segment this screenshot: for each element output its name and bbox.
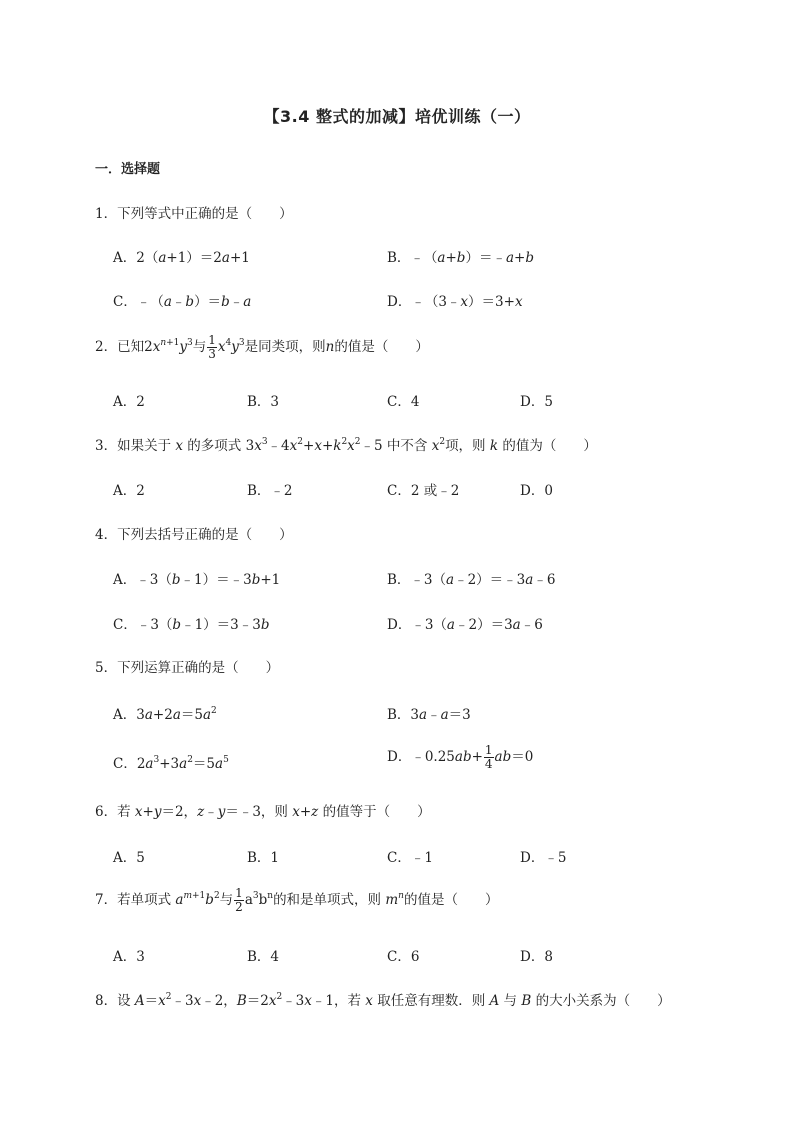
q3-option-d: D．0 — [520, 483, 553, 499]
q2-option-b: B．3 — [247, 394, 280, 410]
q7-option-a: A．3 — [113, 949, 145, 965]
q5-option-b: B．3a﹣a＝3 — [387, 707, 471, 723]
q7-option-b: B．4 — [247, 949, 280, 965]
q6-option-c: C．﹣1 — [387, 850, 433, 866]
q3-option-c: C．2 或﹣2 — [387, 483, 460, 499]
question-7: 7．若单项式 $a^{m+1}b^2$与 $\frac{1}{2}$ $a^3b^n$的和是单项式，则 $m^n$的值是（ ） — [95, 886, 499, 914]
q6-option-d: D．﹣5 — [520, 850, 567, 866]
q3-option-a: A．2 — [113, 483, 145, 499]
q2-option-a: A．2 — [113, 394, 145, 410]
q1-option-b: B．﹣（a+b）＝﹣a+b — [387, 250, 534, 266]
section-heading: 一．选择题 — [95, 162, 161, 177]
q1-option-d: D．﹣（3﹣x）＝3+x — [387, 294, 523, 310]
q4-option-a: A．﹣3（b﹣1）＝﹣3b+1 — [113, 572, 281, 588]
q5-option-a: A．$3a+2a=5a^2$ — [113, 706, 217, 723]
q4-option-d: D．﹣3（a﹣2）＝3a﹣6 — [387, 617, 543, 633]
q2-option-d: D．5 — [520, 394, 553, 410]
q1-option-c: C．﹣（a﹣b）＝b﹣a — [113, 294, 252, 310]
q4-option-b: B．﹣3（a﹣2）＝﹣3a﹣6 — [387, 572, 556, 588]
question-1: 1．下列等式中正确的是（ ） — [95, 206, 293, 222]
page-title: 【3.4 整式的加减】培优训练（一） — [263, 107, 531, 126]
q6-option-a: A．5 — [113, 850, 145, 866]
question-5: 5．下列运算正确的是（ ） — [95, 660, 280, 676]
q6-option-b: B．1 — [247, 850, 280, 866]
q7-option-c: C．6 — [387, 949, 420, 965]
question-4: 4．下列去括号正确的是（ ） — [95, 527, 293, 543]
question-8: 8．设 $A=x^2﹣3x﹣2$，$B=2x^2﹣3x﹣1$，若 x 取任意有理数．则 A 与 B 的大小关系为（ ） — [95, 992, 671, 1009]
q4-option-c: C．﹣3（b﹣1）＝3﹣3b — [113, 617, 270, 633]
q5-option-c: C．$2a^3+3a^2=5a^5$ — [113, 755, 229, 772]
q5-option-d: D．﹣0.25ab+ $\frac{1}{4}$ ab＝0 — [387, 743, 534, 771]
question-2: 2．已知$2x^{n+1}y^3$与 $\frac{1}{3}$ $x^4y^3$是同类项，则n的值是（ ） — [95, 333, 429, 361]
question-3: 3．如果关于 x 的多项式 $3x^3﹣4x^2+x+k^2x^2﹣5$ 中不含 $x^2$项，则 k 的值为（ ） — [95, 437, 597, 454]
question-6: 6．若 x+y＝2，z﹣y＝﹣3，则 x+z 的值等于（ ） — [95, 804, 431, 820]
q2-option-c: C．4 — [387, 394, 420, 410]
fraction: $\frac{1}{3}$ — [208, 333, 216, 361]
q1-option-a: A．2（a+1）＝2a+1 — [113, 250, 250, 266]
q7-option-d: D．8 — [520, 949, 553, 965]
q3-option-b: B．﹣2 — [247, 483, 293, 499]
